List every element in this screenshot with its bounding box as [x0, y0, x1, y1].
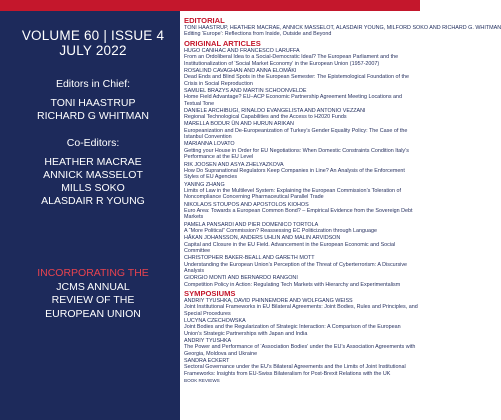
article-title: Getting your House in Order for EU Negotiations: When Domestic Constraints Condition Italy’s Performance at the EU Level: [184, 147, 409, 161]
editors-heading: Editors in Chief:: [55, 78, 131, 90]
issue-date: JULY 2022: [59, 43, 127, 58]
article-entry: [184, 318, 418, 337]
article-title: Understanding the European Union’s Perception of the Threat of Cyberterrorism: A Discursive Analysis: [184, 261, 408, 274]
editor-name: RICHARD G WHITMAN: [37, 110, 149, 122]
article-title: Dead Ends and Blind Spots in the European Semester: The Epistemological Foundation of the Crisis in Social Reproduction: [184, 74, 409, 87]
article-entry: [184, 25, 501, 38]
article-title: Sectoral Governance under the EU’s Bilateral Agreements and the Limits of Joint Institutional Frameworks: Insights from EU-Swiss Bilateralism for Post-Brexit Relations with the UK: [184, 364, 406, 377]
article-title: Capital and Closure in the EU Field. Advancement in the European Economic and Social Committee: [184, 241, 396, 254]
article-entry: [184, 68, 418, 87]
coeditor-name: ANNICK MASSELOT: [43, 169, 143, 181]
article-authors: ROSALIND CAVAGHAN AND ANNA ELOMÄKI: [184, 67, 297, 74]
article-title: Europeanization and De-Europeanization of Turkey’s Gender Equality Policy: The Case of the Istanbul Convention: [184, 127, 408, 141]
article-authors: YANING ZHANG: [184, 181, 225, 188]
article-entry: [184, 358, 418, 377]
editors-list: [8, 97, 178, 123]
article-authors: SAMUEL BRAZYS AND MARTIN SCHOONVELDE: [184, 87, 307, 94]
symposiums-list: [184, 298, 418, 377]
coeditor-name: MILLS SOKO: [61, 182, 125, 194]
article-authors: RIK JOOSEN AND ASYA ZHELYAZKOVA: [184, 161, 284, 168]
incorporating-line: REVIEW OF THE: [51, 294, 135, 306]
article-entry: [184, 182, 418, 201]
incorporating-line: INCORPORATING THE: [37, 267, 149, 279]
coeditor-name: HEATHER MACRAE: [44, 156, 142, 168]
article-authors: NIKOLAOS STOUPOS AND APOSTOLOS KIOHOS: [184, 201, 309, 208]
section-heading-original-articles: ORIGINAL ARTICLES: [184, 38, 261, 48]
section-heading-symposiums: SYMPOSIUMS: [184, 289, 236, 298]
article-authors: DANIELE ARCHIBUGI, RINALDO EVANGELISTA AND ANTONIO VEZZANI: [184, 107, 366, 114]
article-entry: [184, 162, 418, 181]
editorial-list: [184, 25, 501, 38]
top-red-bar: [0, 0, 420, 11]
section-heading-editorial: EDITORIAL: [184, 16, 225, 25]
article-authors: MARELLA BODUR ÜN AND HURUN ARIKAN: [184, 121, 294, 128]
article-entry: [184, 88, 418, 107]
issue-info: [8, 28, 178, 58]
incorporating-line: EUROPEAN UNION: [45, 307, 141, 320]
article-title: How Do Supranational Regulators Keep Companies in Line? An Analysis of the Enforcement Styles of EU Agencies: [184, 167, 405, 181]
cover-panel: [0, 0, 180, 420]
section-heading-book-reviews: BOOK REVIEWS: [184, 378, 220, 384]
article-title: From an Ordoliberal Idea to a Social-Democratic Ideal? The European Parliament and the Institutionalization of ‘Social Market Economy’ in the European Union (1957-2007): [184, 54, 399, 67]
article-entry: [184, 298, 418, 317]
article-authors: SANDRA ECKERT: [184, 358, 230, 365]
original-articles-list: [184, 48, 418, 288]
article-title: Joint Institutional Frameworks in EU Bilateral Agreements: Joint Bodies, Rules and Principles, and Special Procedures: [184, 304, 418, 317]
article-entry: [184, 338, 418, 357]
coeditors-list: [8, 156, 178, 208]
volume-issue: VOLUME 60 | ISSUE 4: [21, 28, 165, 43]
coeditors-heading: Co-Editors:: [66, 137, 120, 149]
article-title: Joint Bodies and the Regularization of Strategic Interaction: A Comparison of the European Union’s Strategic Partnerships with Japan and India: [184, 324, 401, 337]
article-authors: LUCYNA CZECHOWSKA: [184, 318, 246, 325]
article-title: Editing ‘Europe’: Reflections from Inside, Outside and Beyond: [184, 31, 332, 38]
article-entry: [184, 48, 418, 67]
article-title: Regional Technological Capabilities and the Access to H2020 Funds: [184, 114, 347, 121]
article-title: The Power and Performance of ‘Association Bodies’ under the EU’s Association Agreements with Georgia, Moldova and Ukraine: [184, 344, 416, 357]
article-title: A “More Political” Commission? Reassessing EC Politicization through Language: [184, 227, 377, 234]
article-title: Euro Area: Towards a European Common Bond? – Empirical Evidence from the Sovereign Debt Markets: [184, 207, 413, 221]
article-authors: ANDRIY TYUSHKA, DAVID PHINNEMORE AND WOLFGANG WEISS: [184, 298, 353, 304]
article-title: Home Field Advantage? EU–ACP Economic Partnership Agreement Meeting Locations and Textual Tone: [184, 94, 403, 107]
article-authors: PAMELA PANSARDI AND PIER DOMENICO TORTOLA: [184, 221, 319, 228]
article-authors: HUGO CANIHAC AND FRANCESCO LARUFFA: [184, 47, 300, 54]
article-title: Competition Policy in Action: Regulating Tech Markets with Hierarchy and Experimentalism: [184, 281, 401, 288]
article-authors: CHRISTOPHER BAKER-BEALL AND GARETH MOTT: [184, 255, 315, 262]
table-of-contents: [184, 11, 501, 420]
article-entry: [184, 108, 418, 121]
article-entry: [184, 235, 418, 254]
article-entry: [184, 121, 418, 140]
incorporating-line: JCMS ANNUAL: [56, 280, 130, 293]
article-entry: [184, 202, 418, 221]
article-authors: MARIANNA LOVATO: [184, 141, 235, 148]
article-authors: TONI HAASTRUP, HEATHER MACRAE, ANNICK MASSELOT, ALASDAIR YOUNG, MILFORD SOKO AND RICHARD G. WHITMAN: [184, 25, 501, 31]
article-authors: HÅKAN JOHANSSON, ANDERS UHLIN AND MALIN ARVIDSON: [184, 235, 341, 242]
article-entry: [184, 222, 418, 235]
coeditor-name: ALASDAIR R YOUNG: [41, 195, 145, 207]
article-authors: ANDRIY TYUSHKA: [184, 338, 232, 345]
article-entry: [184, 141, 418, 160]
editor-name: TONI HAASTRUP: [50, 97, 136, 109]
article-authors: GIORGIO MONTI AND BERNARDO RANGONI: [184, 275, 298, 282]
article-title: Limits of Law in the Multilevel System: Explaining the European Commission’s Toleration of Noncompliance Concerning Pharmaceutical Parallel Trade: [184, 187, 402, 201]
article-entry: [184, 275, 418, 288]
article-entry: [184, 255, 418, 274]
incorporating-note: [8, 267, 178, 321]
